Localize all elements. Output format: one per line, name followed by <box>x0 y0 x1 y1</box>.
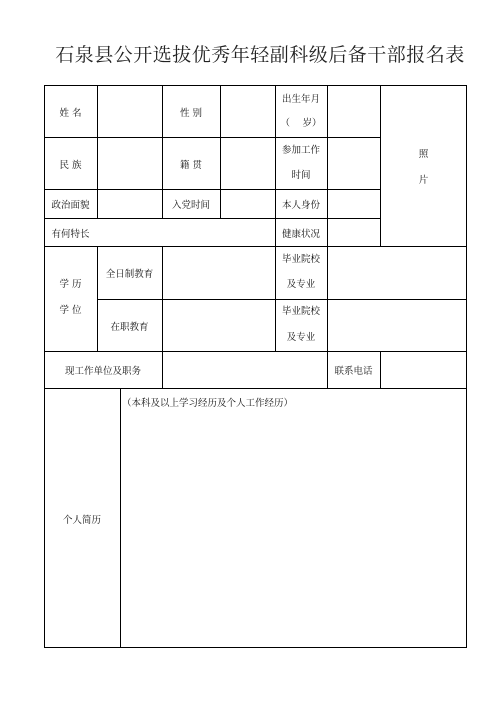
label-phone: 联系电话 <box>334 366 373 377</box>
label-degree: 学 位 <box>59 305 82 316</box>
label-photo-2: 片 <box>418 175 429 186</box>
input-political-status[interactable] <box>98 190 161 217</box>
label-native-place: 籍 贯 <box>179 160 203 171</box>
label-name: 姓 名 <box>59 108 82 119</box>
input-current-unit[interactable] <box>163 352 326 387</box>
label-health: 健康状况 <box>281 229 320 240</box>
input-phone[interactable] <box>381 352 466 387</box>
input-gender[interactable] <box>221 86 274 136</box>
input-birth-date[interactable] <box>328 86 379 136</box>
form-title: 石泉县公开选拔优秀年轻副科级后备干部报名表 <box>55 44 465 66</box>
row-divider <box>44 388 467 389</box>
input-grad-school-1[interactable] <box>328 247 466 298</box>
label-education: 学 历 <box>59 279 82 290</box>
resume-hint: （本科及以上学习经历及个人工作经历） <box>122 398 294 409</box>
label-specialty: 有何特长 <box>51 229 90 240</box>
label-grad-school-1b: 及专业 <box>286 279 316 290</box>
input-party-join-date[interactable] <box>221 190 274 217</box>
label-work-start-2: 时间 <box>291 170 311 181</box>
label-birth-date: 出生年月 <box>281 94 320 105</box>
input-grad-school-2[interactable] <box>328 300 466 350</box>
label-grad-school-2b: 及专业 <box>286 332 316 343</box>
input-specialty[interactable] <box>98 219 274 245</box>
label-current-unit: 现工作单位及职务 <box>64 366 141 377</box>
input-health[interactable] <box>328 219 379 245</box>
label-fulltime-edu: 全日制教育 <box>105 269 154 280</box>
label-grad-school-1: 毕业院校 <box>281 254 320 265</box>
label-birth-age: （ 岁） <box>280 118 322 129</box>
photo-box[interactable] <box>381 86 466 245</box>
input-ethnicity[interactable] <box>98 138 161 188</box>
label-photo-1: 照 <box>418 149 429 160</box>
label-ethnicity: 民 族 <box>59 160 82 171</box>
label-inservice-edu: 在职教育 <box>110 322 149 333</box>
label-identity: 本人身份 <box>281 200 320 211</box>
input-name[interactable] <box>98 86 161 136</box>
label-work-start-1: 参加工作 <box>281 145 320 156</box>
label-party-join-date: 入党时间 <box>171 200 210 211</box>
label-gender: 性 别 <box>179 108 203 119</box>
input-work-start[interactable] <box>328 138 379 188</box>
input-resume[interactable] <box>121 412 466 647</box>
input-fulltime-edu[interactable] <box>163 247 274 298</box>
input-native-place[interactable] <box>221 138 274 188</box>
label-grad-school-2: 毕业院校 <box>281 306 320 317</box>
label-political-status: 政治面貌 <box>51 200 90 211</box>
label-resume: 个人简历 <box>62 515 101 526</box>
input-inservice-edu[interactable] <box>163 300 274 350</box>
input-identity[interactable] <box>328 190 379 217</box>
col-divider <box>97 246 98 351</box>
